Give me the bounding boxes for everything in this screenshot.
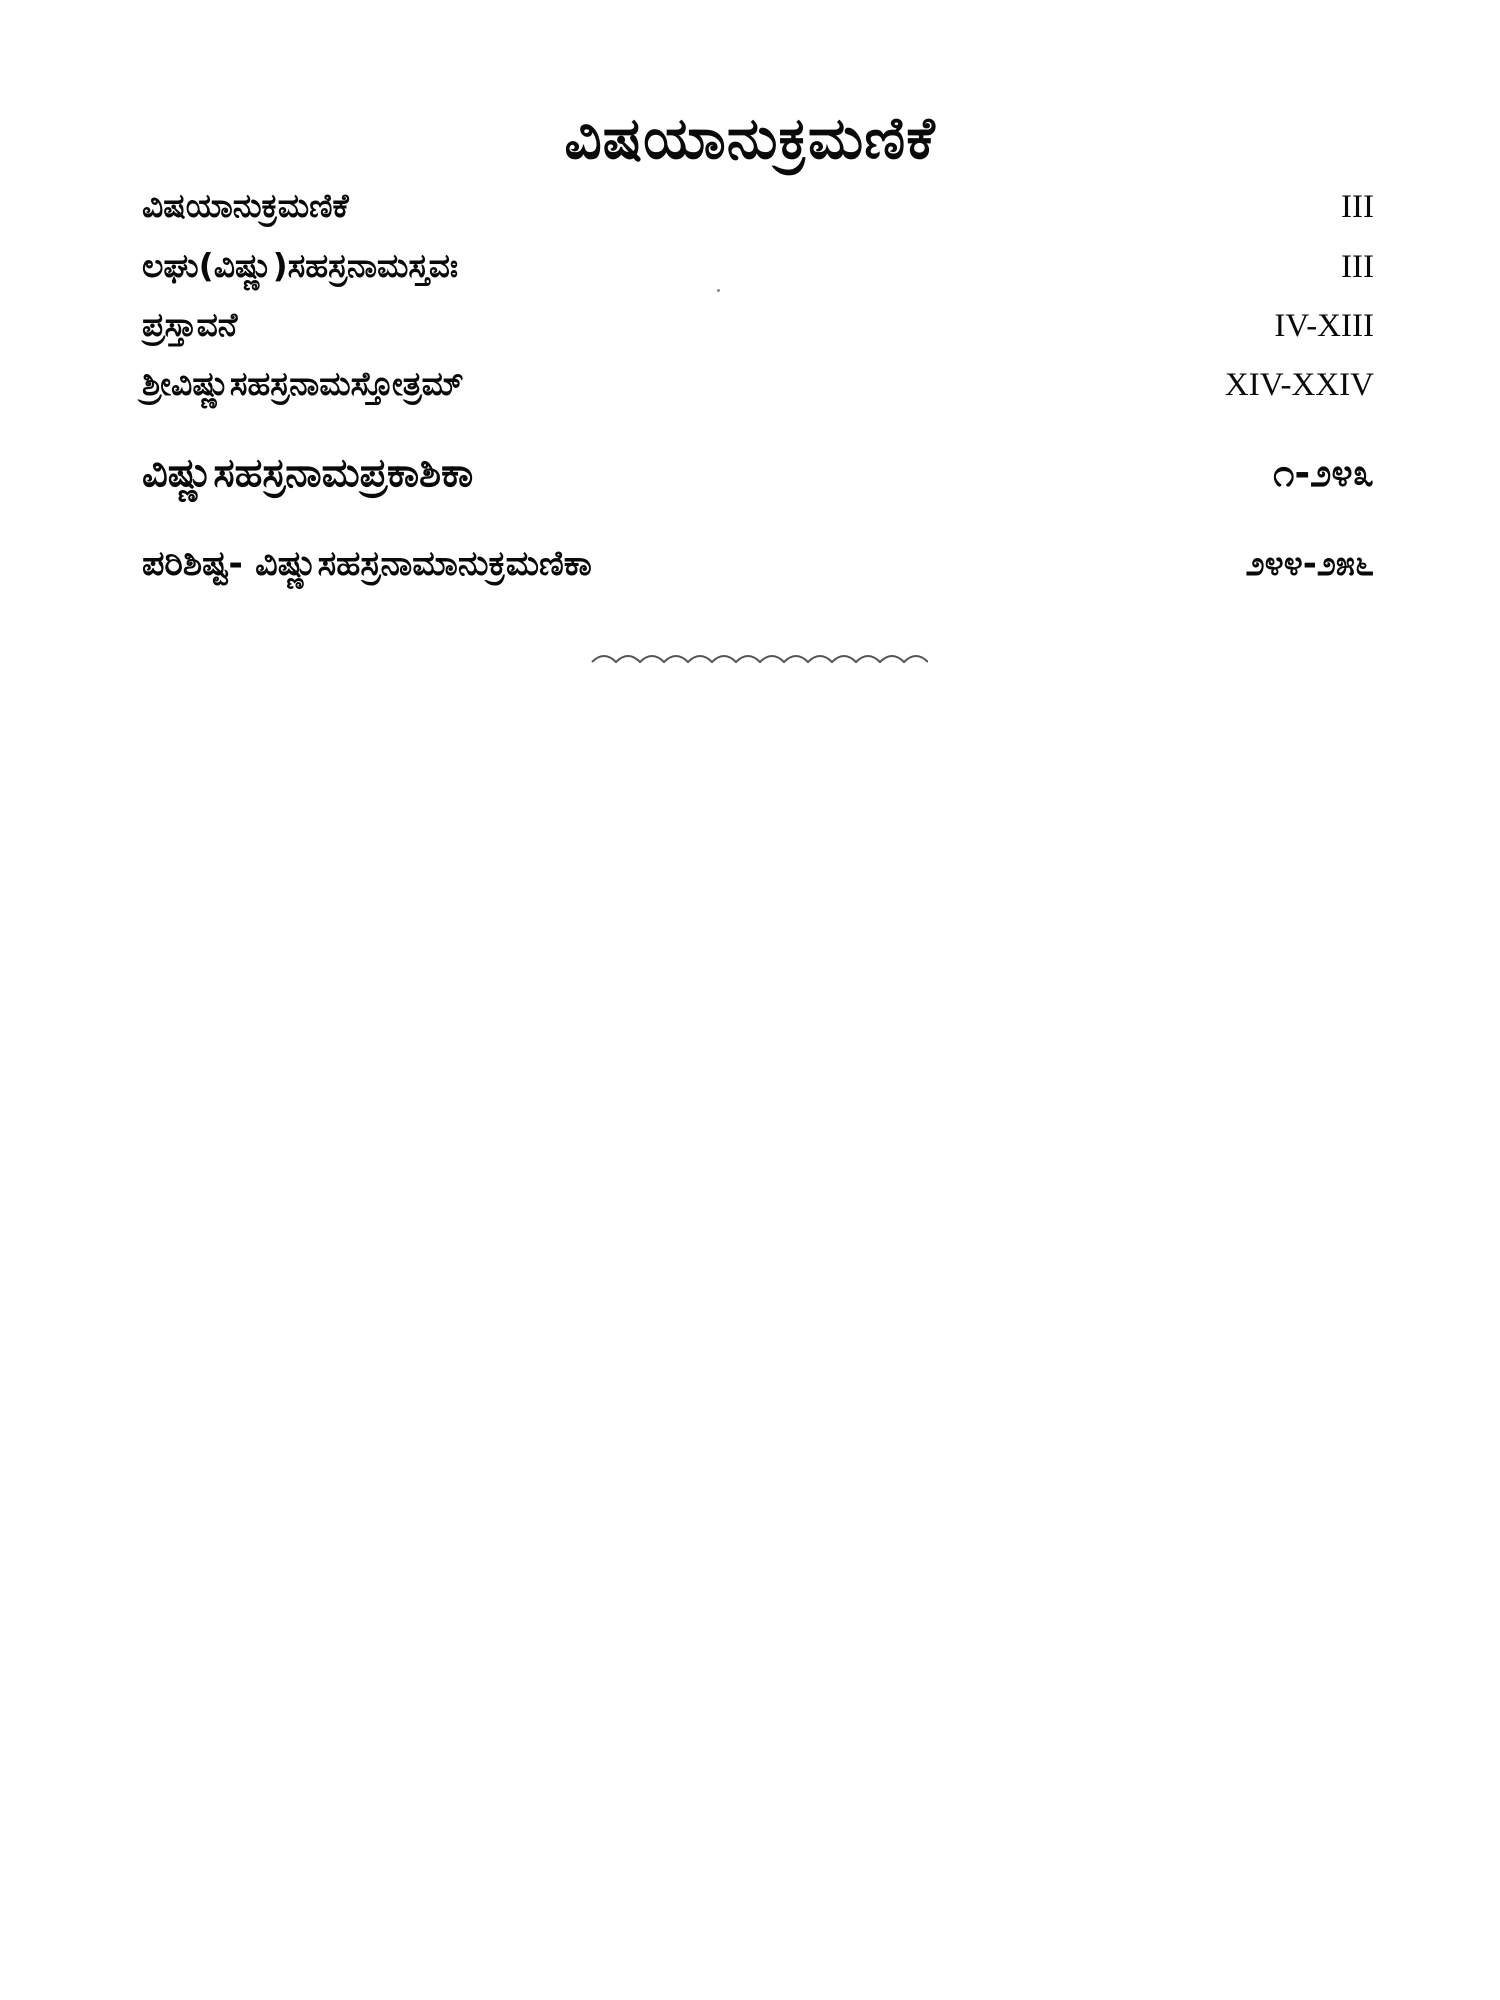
toc-entry-title: ಶ್ರೀವಿಷ್ಣುಸಹಸ್ರನಾಮಸ್ತೋತ್ರಮ್	[142, 364, 464, 403]
toc-entry-title: ವಿಷಯಾನುಕ್ರಮಣಿಕೆ	[142, 186, 349, 225]
toc-entry-pages: III	[1341, 249, 1374, 285]
toc-entry-title: ಪರಿಶಿಷ್ಟ- ವಿಷ್ಣುಸಹಸ್ರನಾಮಾನುಕ್ರಮಣಿಕಾ	[142, 544, 592, 584]
toc-row	[142, 364, 1374, 404]
toc-row	[142, 305, 1374, 345]
toc-row	[142, 450, 1374, 496]
toc-entry-pages: III	[1341, 189, 1374, 225]
stray-mark	[717, 289, 720, 292]
toc-row	[142, 186, 1374, 226]
toc-entry-title: ವಿಷ್ಣುಸಹಸ್ರನಾಮಪ್ರಕಾಶಿಕಾ	[142, 450, 474, 496]
ornament-divider	[588, 650, 928, 664]
toc-entry-pages: XIV-XXIV	[1224, 367, 1374, 403]
ornament-divider-icon	[588, 650, 928, 664]
page-title: ವಿಷಯಾನುಕ್ರಮಣಿಕೆ	[564, 104, 936, 172]
toc-entry-title: ಪ್ರಸ್ತಾವನೆ	[142, 305, 238, 344]
toc-row	[142, 246, 1374, 286]
toc-entry-pages: ೨೪೪-೨೫೬	[1245, 544, 1374, 584]
toc-entry-pages: ೧-೨೪೩	[1273, 451, 1374, 495]
toc-entry-title: ಲಘು(ವಿಷ್ಣು)ಸಹಸ್ರನಾಮಸ್ತವಃ	[142, 246, 459, 285]
toc-entry-pages: IV-XIII	[1274, 308, 1374, 344]
toc-row	[142, 544, 1374, 584]
